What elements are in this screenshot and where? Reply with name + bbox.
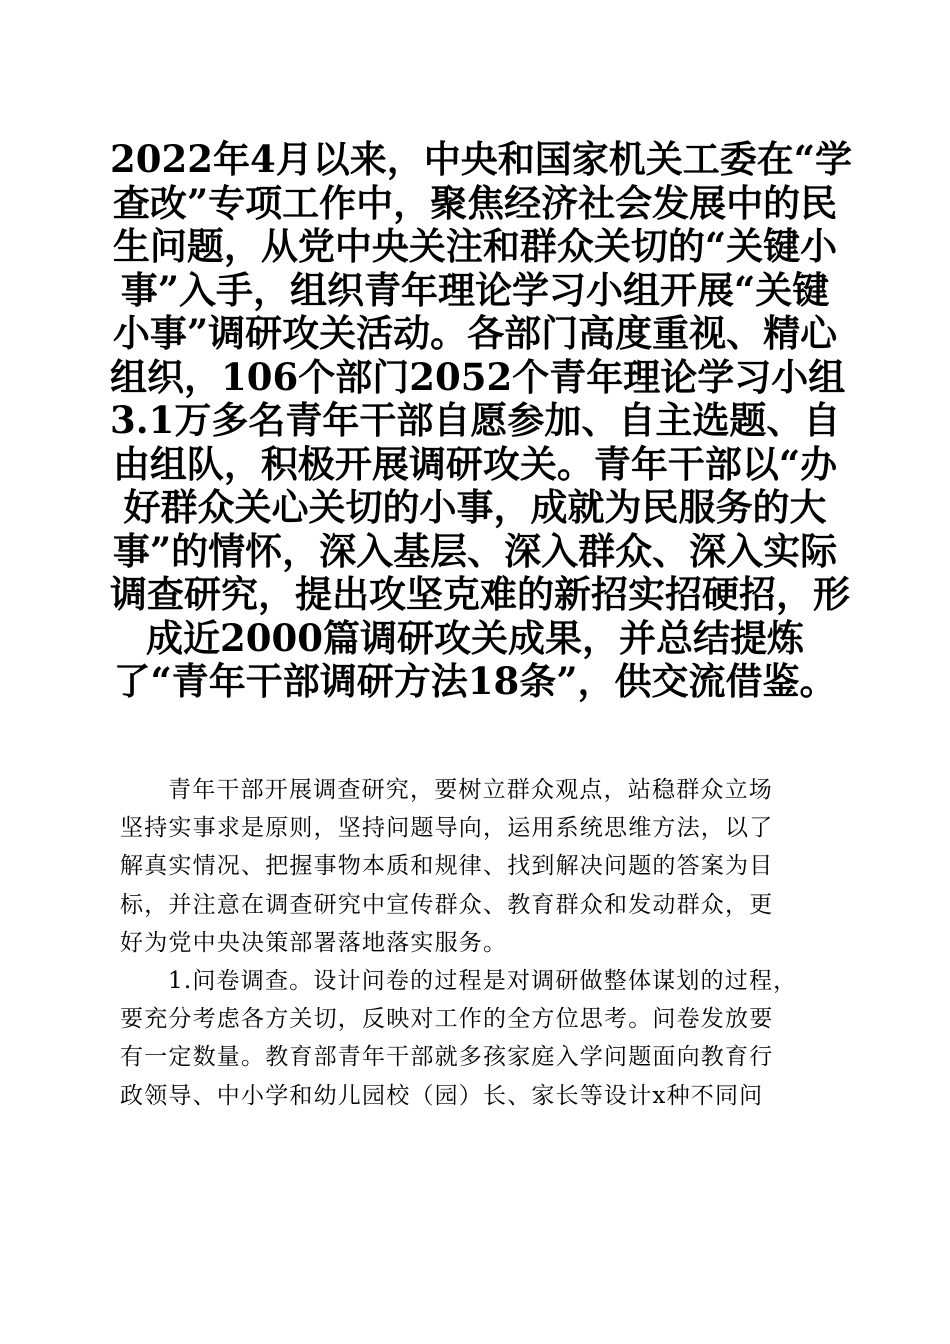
paragraph-line: 解真实情况、把握事物本质和规律、找到解决问题的答案为目 — [120, 853, 774, 880]
paragraph-questionnaire — [120, 962, 830, 1115]
paragraph-line: 标，并注意在调查研究中宣传群众、教育群众和发动群众，更 — [120, 891, 774, 918]
lead-line: 2022年4月以来，中央和国家机关工委在“学 — [110, 137, 853, 181]
paragraph-line: 1.问卷调查。设计问卷的过程是对调研做整体谋划的过程， — [168, 967, 798, 994]
lead-line: 了“青年干部调研方法18条”，供交流借鉴。 — [113, 659, 837, 703]
lead-line: 查改”专项工作中，聚焦经济社会发展中的民 — [112, 180, 838, 225]
paragraph-intro — [120, 771, 830, 962]
lead-line: 组织，106个部门2052个青年理论学习小组 — [110, 354, 846, 399]
lead-line: 事”的情怀，深入基层、深入群众、深入实际 — [112, 528, 838, 573]
lead-line: 由组队，积极开展调研攻关。青年干部以“办 — [112, 441, 838, 486]
paragraph-line: 政领导、中小学和幼儿园校（园）长、家长等设计x种不同问 — [120, 1082, 764, 1109]
lead-summary — [110, 137, 853, 704]
lead-line: 好群众关心关切的小事，成就为民服务的大 — [123, 485, 827, 529]
paragraph-line: 好为党中央决策部署落地落实服务。 — [120, 929, 508, 956]
paragraph-line: 青年干部开展调查研究，要树立群众观点，站稳群众立场 — [168, 777, 773, 803]
lead-line: 3.1万多名青年干部自愿参加、自主选题、自 — [110, 398, 841, 442]
lead-line: 事”入手，组织青年理论学习小组开展“关键 — [120, 267, 830, 312]
paragraph-line: 坚持实事求是原则，坚持问题导向，运用系统思维方法，以了 — [120, 815, 774, 842]
lead-line: 生问题，从党中央关注和群众关切的“关键小 — [112, 224, 838, 268]
paragraph-line: 有一定数量。教育部青年干部就多孩家庭入学问题面向教育行 — [120, 1044, 774, 1071]
lead-line: 小事”调研攻关活动。各部门高度重视、精心 — [112, 311, 838, 355]
body-text — [120, 771, 830, 1115]
paragraph-line: 要充分考虑各方关切，反映对工作的全方位思考。问卷发放要 — [120, 1006, 774, 1033]
lead-line: 调查研究，提出攻坚克难的新招实招硬招，形 — [110, 572, 850, 616]
lead-line: 成近2000篇调研攻关成果，并总结提炼 — [146, 615, 804, 660]
